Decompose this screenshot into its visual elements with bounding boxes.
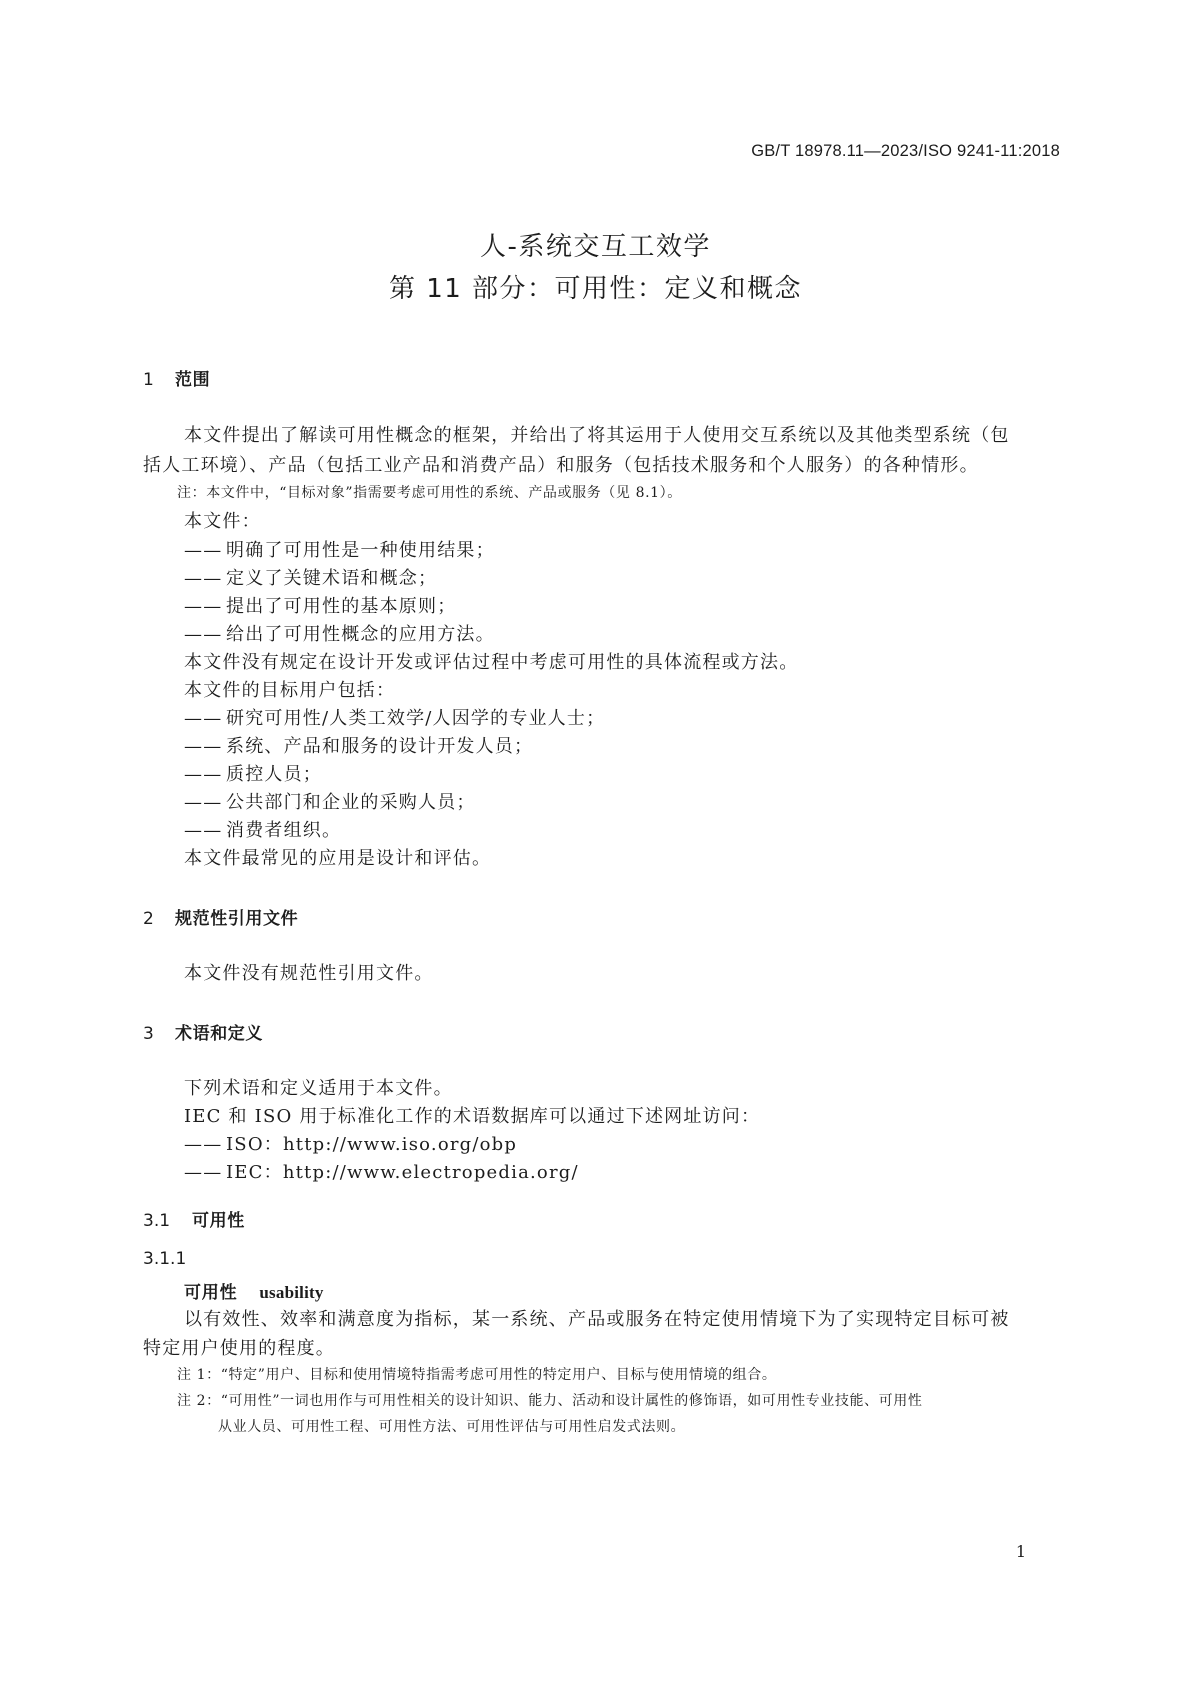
list-item: —— 给出了可用性概念的应用方法。: [184, 624, 495, 645]
section-title: 术语和定义: [175, 1024, 263, 1044]
section-number: 2: [143, 909, 155, 929]
list-item: —— 明确了可用性是一种使用结果；: [184, 540, 495, 561]
scope-note: 注：本文件中，“目标对象”指需要考虑可用性的系统、产品或服务（见 8.1）。: [177, 485, 682, 501]
list-item: —— 研究可用性/人类工效学/人因学的专业人士；: [184, 708, 606, 729]
target-users-intro: 本文件的目标用户包括：: [184, 680, 396, 701]
scope-paragraph-3: 本文件最常见的应用是设计和评估。: [184, 848, 492, 869]
list-item: —— 公共部门和企业的采购人员；: [184, 792, 476, 813]
term-heading: [184, 1278, 324, 1303]
section-title: 规范性引用文件: [175, 909, 299, 929]
list-item: —— ISO：http://www.iso.org/obp: [184, 1134, 518, 1155]
definition-line1: 以有效性、效率和满意度为指标，某一系统、产品或服务在特定使用情境下为了实现特定目标可被: [184, 1309, 1010, 1330]
section-number: 1: [143, 370, 155, 390]
normative-refs-paragraph: 本文件没有规范性引用文件。: [184, 963, 434, 984]
section-2-heading: [143, 904, 298, 929]
list-item: —— 提出了可用性的基本原则；: [184, 596, 457, 617]
subsection-title: 可用性: [192, 1211, 245, 1231]
definition-note-2-line1: 注 2：“可用性”一词也用作与可用性相关的设计知识、能力、活动和设计属性的修饰语，如可用性专业技能、可用性: [177, 1393, 923, 1409]
scope-intro: 本文件：: [184, 511, 261, 532]
term-english: usability: [259, 1283, 324, 1302]
list-item: —— IEC：http://www.electropedia.org/: [184, 1162, 579, 1183]
document-code-header: GB/T 18978.11—2023/ISO 9241-11:2018: [751, 142, 1060, 160]
section-number: 3: [143, 1024, 155, 1044]
scope-paragraph-line1: 本文件提出了解读可用性概念的框架，并给出了将其运用于人使用交互系统以及其他类型系统（包: [184, 425, 1010, 446]
section-1-heading: [143, 365, 210, 390]
section-3-heading: [143, 1019, 263, 1044]
list-item: —— 质控人员；: [184, 764, 322, 785]
term-chinese: 可用性: [184, 1283, 238, 1303]
page-number: 1: [1015, 1542, 1026, 1561]
definition-note-2-line2: 从业人员、可用性工程、可用性方法、可用性评估与可用性启发式法则。: [218, 1419, 686, 1435]
section-title: 范围: [175, 370, 211, 390]
list-item: —— 定义了关键术语和概念；: [184, 568, 438, 589]
list-item: —— 消费者组织。: [184, 820, 342, 841]
definition-line2: 特定用户使用的程度。: [143, 1338, 335, 1359]
scope-paragraph-line2: 括人工环境）、产品（包括工业产品和消费产品）和服务（包括技术服务和个人服务）的各种情形。: [143, 455, 979, 476]
document-title-line1: 人-系统交互工效学: [480, 232, 711, 262]
document-title-line2: 第 11 部分：可用性：定义和概念: [388, 274, 803, 304]
terms-paragraph-2: IEC 和 ISO 用于标准化工作的术语数据库可以通过下述网址访问：: [184, 1106, 761, 1127]
subsection-number: 3.1: [143, 1211, 171, 1231]
subsection-3-1-heading: [143, 1206, 245, 1231]
definition-note-1: 注 1：“特定”用户、目标和使用情境特指需考虑可用性的特定用户、目标与使用情境的组合。: [177, 1367, 777, 1383]
list-item: —— 系统、产品和服务的设计开发人员；: [184, 736, 534, 757]
scope-paragraph-2: 本文件没有规定在设计开发或评估过程中考虑可用性的具体流程或方法。: [184, 652, 799, 673]
terms-paragraph-1: 下列术语和定义适用于本文件。: [184, 1078, 453, 1099]
entry-number: 3.1.1: [143, 1249, 187, 1269]
